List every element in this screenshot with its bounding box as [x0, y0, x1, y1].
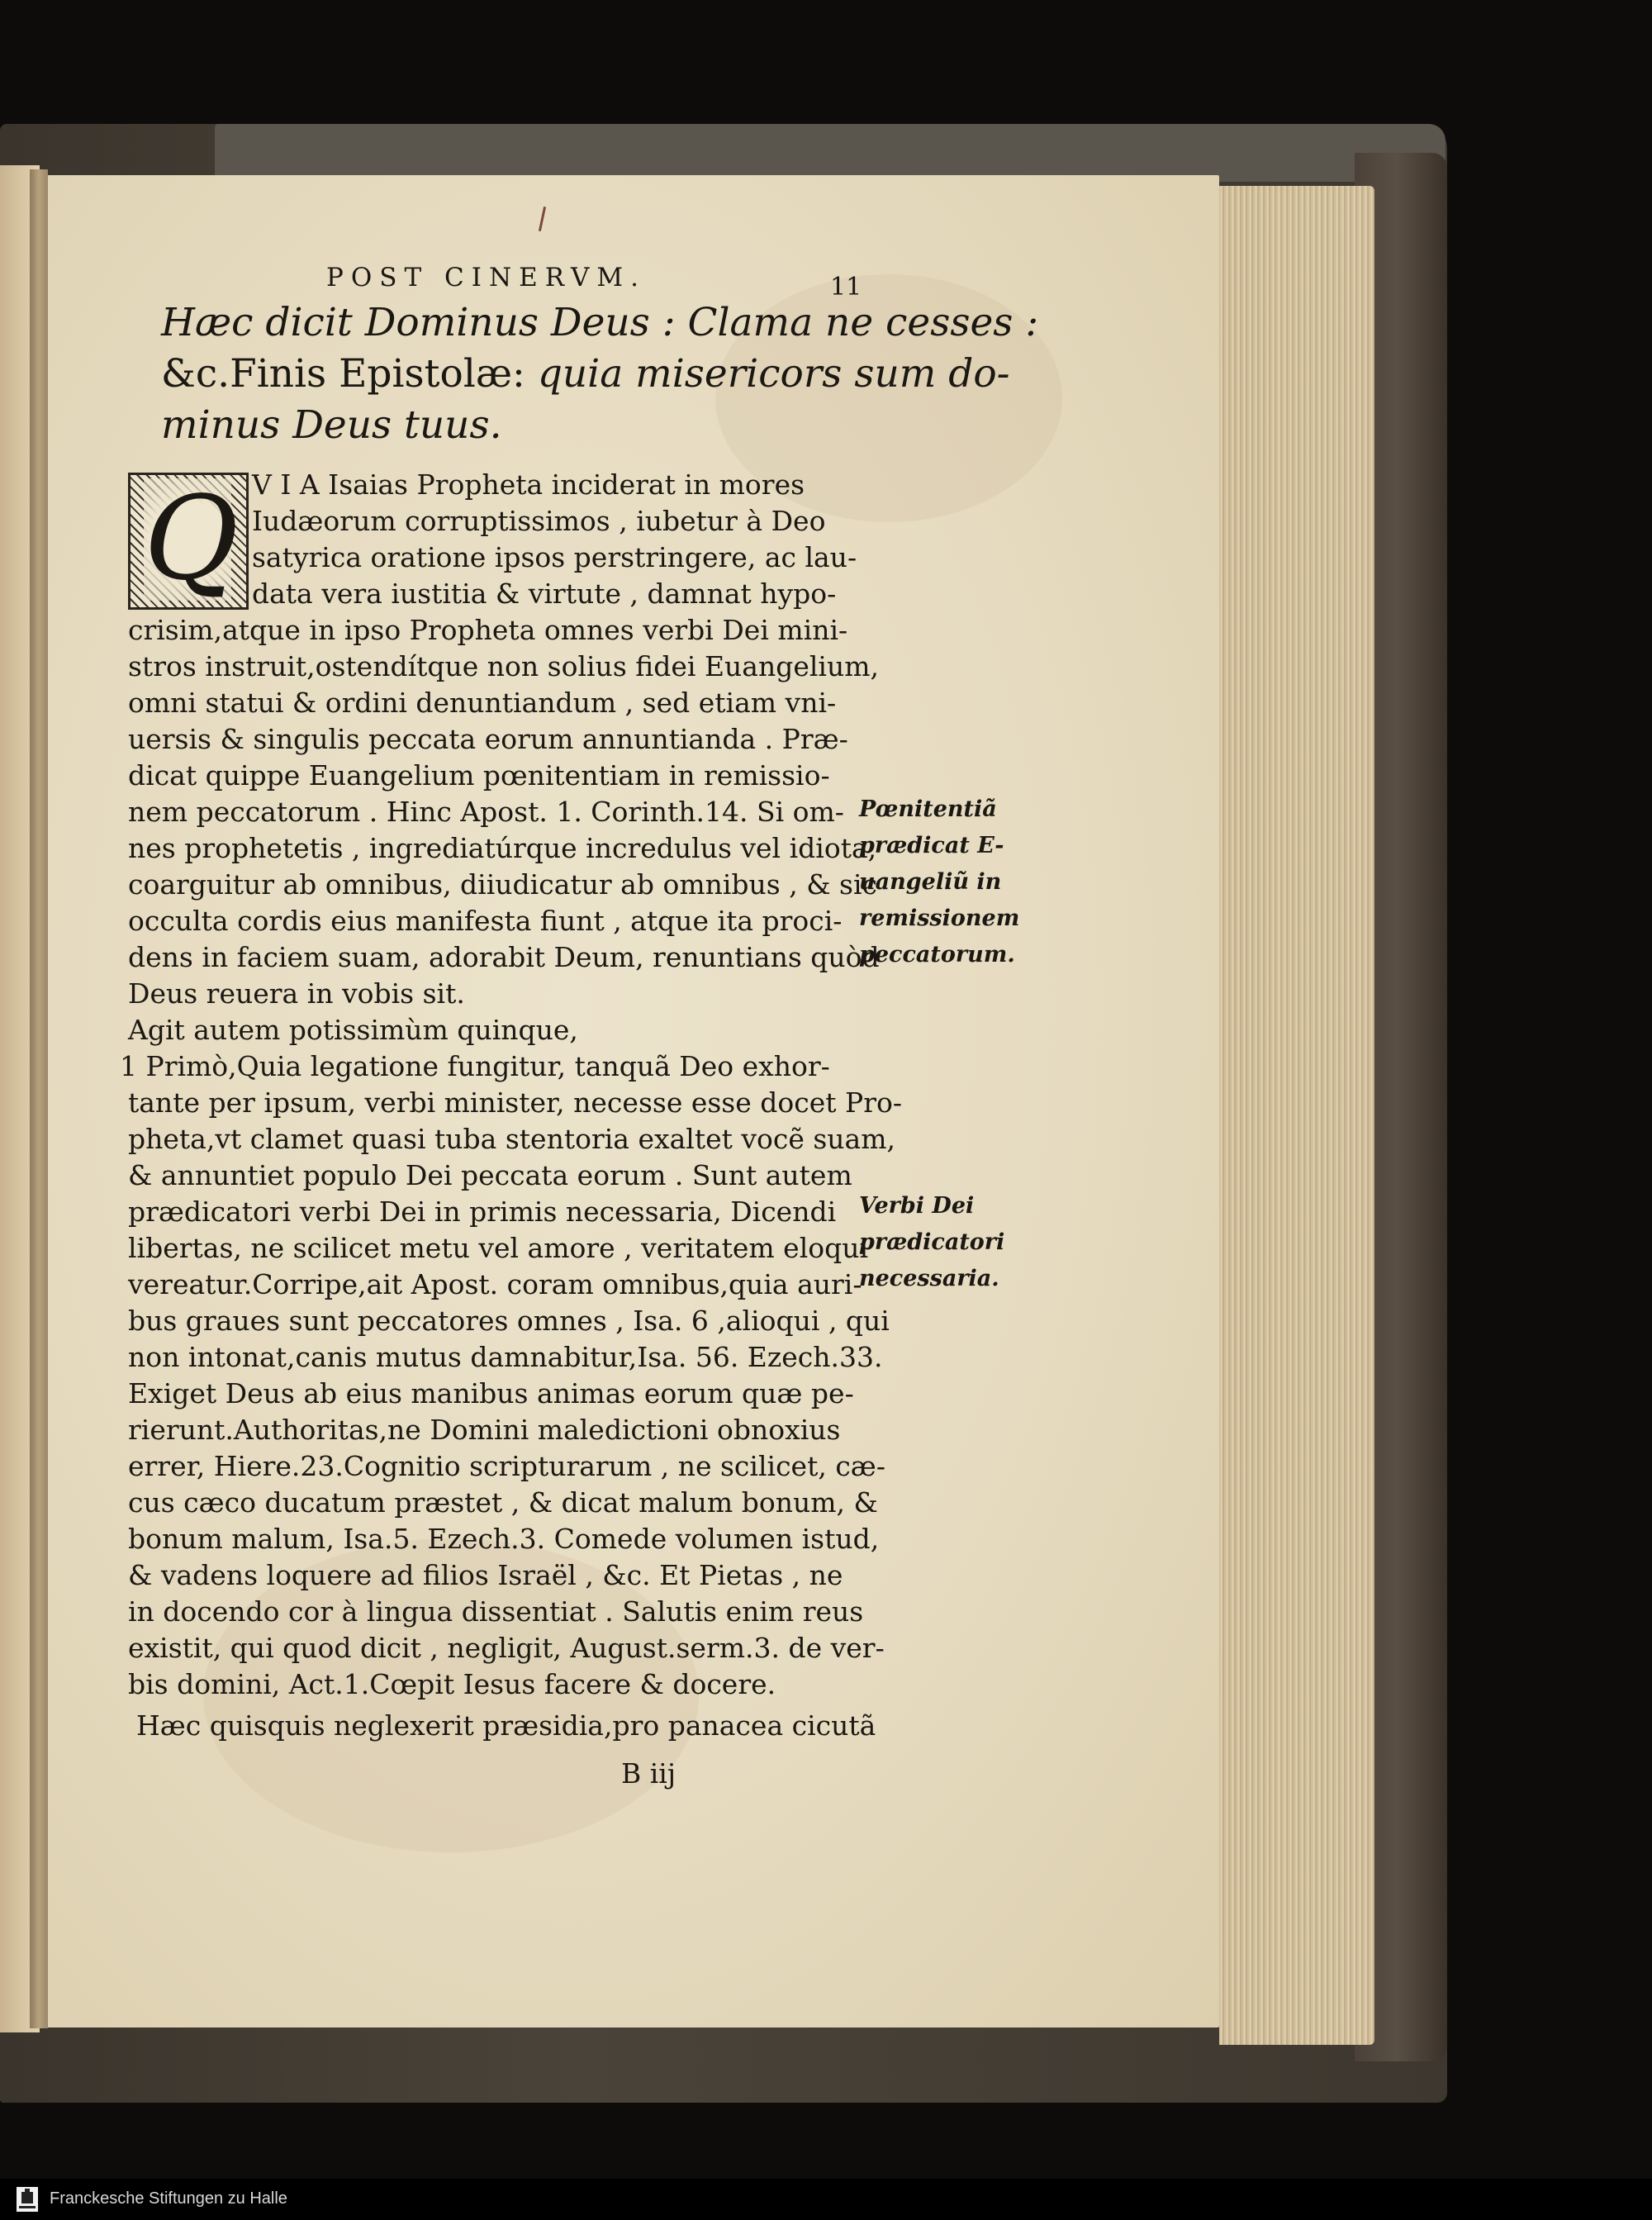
body-line: errer, Hiere.23.Cognitio scripturarum , ne scilicet, cæ- [128, 1450, 885, 1482]
body-line: in docendo cor à lingua dissentiat . Salutis enim reus [128, 1595, 864, 1628]
margin-note-line: Verbi Dei [859, 1193, 975, 1219]
margin-note-line: remissionem [859, 906, 1020, 931]
margin-note-line: uangeliũ in [859, 869, 1002, 895]
decorated-initial [128, 473, 249, 610]
institution-logo-icon [15, 2184, 40, 2215]
body-line: Deus reuera in vobis sit. [128, 977, 465, 1010]
body-line: dens in faciem suam, adorabit Deum, renuntians quòd [128, 941, 880, 973]
body-line: Agit autem potissimùm quinque, [128, 1014, 578, 1046]
body-line: Hæc quisquis neglexerit præsidia,pro panacea cicutã [136, 1709, 876, 1742]
book-cover-top-edge [215, 124, 1446, 182]
body-line: rierunt.Authoritas,ne Domini maledictioni obnoxius [128, 1414, 841, 1446]
body-line: existit, qui quod dicit , negligit, August.serm.3. de ver- [128, 1632, 885, 1664]
body-line: nes prophetetis , ingrediatúrque incredulus vel idiota, [128, 832, 877, 864]
body-line: uersis & singulis peccata eorum annuntianda . Præ- [128, 723, 848, 755]
body-line: stros instruit,ostendítque non solius fidei Euangelium, [128, 650, 880, 682]
body-line: cus cæco ducatum præstet , & dicat malum bonum, & [128, 1486, 878, 1519]
body-line: vereatur.Corripe,ait Apost. coram omnibus,quia auri- [128, 1268, 862, 1300]
margin-note-line: Pœnitentiã [859, 796, 997, 822]
body-line: dicat quippe Euangelium pœnitentiam in remissio- [128, 759, 830, 791]
body-line: crisim,atque in ipso Propheta omnes verbi Dei mini- [128, 614, 848, 646]
margin-note-line: prædicat E- [859, 833, 1004, 858]
body-line: bis domini, Act.1.Cœpit Iesus facere & docere. [128, 1668, 776, 1700]
body-line: prædicatori verbi Dei in primis necessaria, Dicendi [128, 1196, 837, 1228]
page-fore-edge [1219, 186, 1374, 2045]
body-line: occulta cordis eius manifesta fiunt , atque ita proci- [128, 905, 843, 937]
body-line: V I A Isaias Propheta inciderat in mores [252, 468, 805, 501]
book-gutter [30, 169, 48, 2028]
body-line: pheta,vt clamet quasi tuba stentoria exaltet vocẽ suam, [128, 1123, 896, 1155]
heading-line-2 [161, 349, 1045, 400]
heading-line-2-roman: &c.Finis Epistolæ: [161, 351, 525, 397]
body-line: 1 Primò,Quia legatione fungitur, tanquã Deo exhor- [120, 1050, 830, 1082]
running-head: POST CINERVM. [326, 263, 646, 292]
body-line: & vadens loquere ad filios Israël , &c. Et Pietas , ne [128, 1559, 843, 1591]
heading-line-2-italic: quia misericors sum do- [525, 351, 1010, 397]
margin-note-line: prædicatori [859, 1229, 1005, 1255]
body-line: data vera iustitia & virtute , damnat hypo- [252, 578, 837, 610]
heading-line-1: Hæc dicit Dominus Deus : Clama ne cesses : [161, 300, 1039, 345]
body-line: non intonat,canis mutus damnabitur,Isa. 56. Ezech.33. [128, 1341, 883, 1373]
body-line: Iudæorum corruptissimos , iubetur à Deo [252, 505, 826, 537]
body-line: & annuntiet populo Dei peccata eorum . Sunt autem [128, 1159, 852, 1191]
body-line: bonum malum, Isa.5. Ezech.3. Comede volumen istud, [128, 1523, 880, 1555]
body-line: satyrica oratione ipsos perstringere, ac lau- [252, 541, 857, 573]
margin-note-line: necessaria. [859, 1266, 999, 1291]
heading-line-3: minus Deus tuus. [161, 402, 502, 448]
body-line: bus graues sunt peccatores omnes , Isa. 6 ,alioqui , qui [128, 1305, 890, 1337]
signature-mark: B iij [621, 1757, 676, 1790]
body-line: omni statui & ordini denuntiandum , sed etiam vni- [128, 687, 837, 719]
body-line: Exiget Deus ab eius manibus animas eorum quæ pe- [128, 1377, 854, 1409]
body-line: nem peccatorum . Hinc Apost. 1. Corinth.14. Si om- [128, 796, 844, 828]
body-line: tante per ipsum, verbi minister, necesse esse docet Pro- [128, 1086, 903, 1119]
page-number: 11 [830, 273, 862, 302]
body-line: libertas, ne scilicet metu vel amore , veritatem eloqui [128, 1232, 869, 1264]
body-line: coarguitur ab omnibus, diiudicatur ab omnibus , & sic [128, 868, 878, 901]
footer-institution: Franckesche Stiftungen zu Halle [50, 2189, 287, 2208]
initial-letter: Q [144, 472, 239, 606]
section-heading [161, 297, 1045, 451]
margin-note-line: peccatorum. [859, 942, 1015, 967]
